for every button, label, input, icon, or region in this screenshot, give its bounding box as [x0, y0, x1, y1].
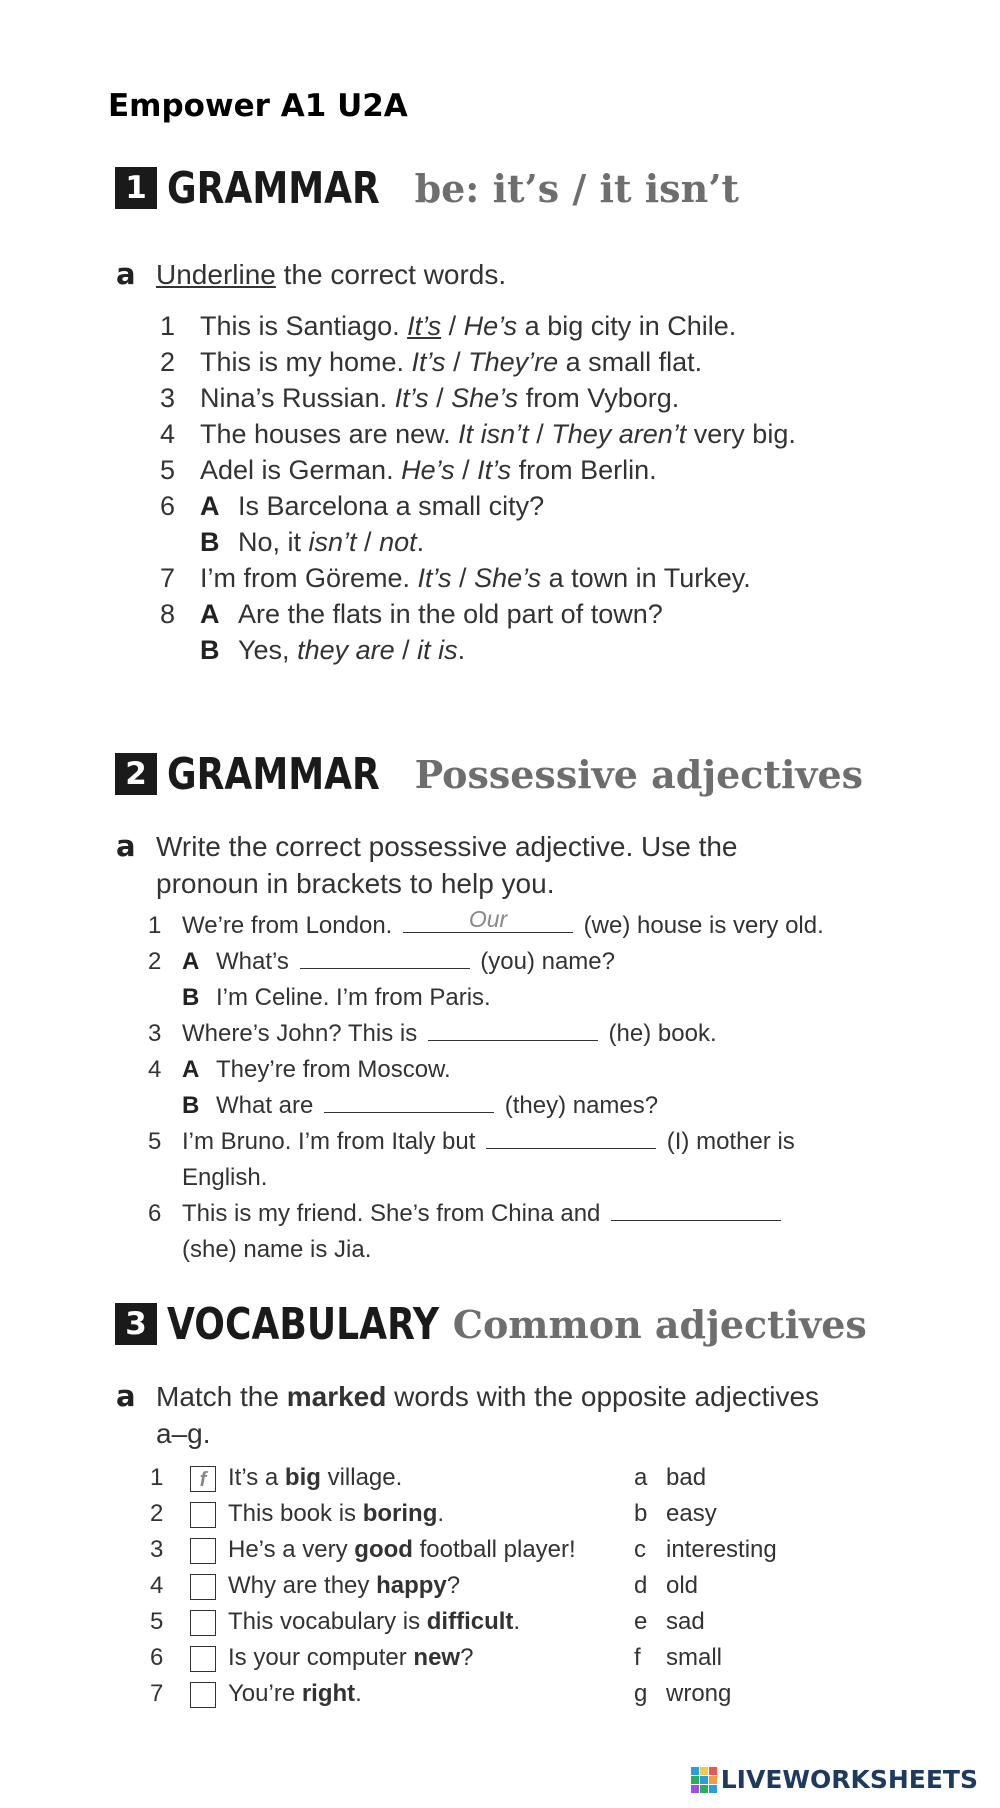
section-title: VOCABULARY [167, 1298, 440, 1350]
item-text: English. [182, 1164, 268, 1191]
choice-option-2[interactable]: It’s [477, 455, 512, 485]
list-item [160, 632, 796, 668]
item-text: Are the flats in the old part of town? [238, 599, 663, 629]
option-word: easy [666, 1500, 717, 1527]
item-text: The houses are new. [200, 419, 459, 449]
instruction-line-2: a–g. [156, 1418, 211, 1449]
item-number: 6 [150, 1644, 164, 1671]
instruction-line-1: Write the correct possessive adjective. Use the [156, 831, 738, 862]
marked-word: new [413, 1644, 461, 1671]
section-3-items [150, 1460, 576, 1712]
item-text: a big city in Chile. [517, 311, 737, 341]
list-item [148, 908, 824, 944]
instruction-text: Match the [156, 1381, 287, 1412]
item-text: What are [216, 1092, 321, 1119]
instruction-text: words with the opposite adjectives [386, 1381, 820, 1412]
item-text: Yes, [238, 635, 298, 665]
marked-word: happy [376, 1572, 447, 1599]
section-number-badge: 3 [115, 1303, 157, 1345]
option-letter: a [634, 1464, 648, 1491]
list-item [150, 1460, 576, 1496]
choice-option-1[interactable]: It’s [407, 311, 442, 341]
choice-option-2[interactable]: it is [417, 635, 458, 665]
list-item [150, 1676, 576, 1712]
marked-word: difficult [426, 1608, 514, 1635]
answer-blank[interactable] [611, 1198, 781, 1221]
section-2-items [148, 908, 824, 1268]
choice-option-2[interactable]: They aren’t [551, 419, 687, 449]
choice-option-2[interactable]: She’s [451, 383, 519, 413]
answer-box[interactable] [190, 1538, 216, 1564]
item-text: a small flat. [558, 347, 703, 377]
option-letter: f [634, 1644, 641, 1671]
option-letter: b [634, 1500, 648, 1527]
item-text: No, it [238, 527, 309, 557]
item-text: from Vyborg. [518, 383, 680, 413]
answer-blank[interactable] [428, 1018, 598, 1041]
item-text: . [355, 1680, 362, 1707]
section-title: GRAMMAR [167, 162, 380, 214]
instruction-bold-word: marked [286, 1381, 387, 1412]
logo-text: LIVEWORKSHEETS [720, 1765, 978, 1794]
section-1-heading [115, 162, 739, 214]
list-item [160, 560, 796, 596]
option-word: small [666, 1644, 723, 1671]
option-item [634, 1676, 777, 1712]
choice-separator: / [394, 635, 418, 665]
logo-grid-icon [691, 1767, 717, 1793]
item-number: 4 [150, 1572, 164, 1599]
section-subtitle: be: it’s / it isn’t [414, 165, 739, 211]
option-letter: d [634, 1572, 648, 1599]
item-text: This vocabulary is [228, 1608, 427, 1635]
item-text: This is my home. [200, 347, 412, 377]
marked-word: right [301, 1680, 356, 1707]
item-text: . [457, 635, 466, 665]
choice-option-1[interactable]: He’s [401, 455, 455, 485]
speaker-label: B [182, 984, 200, 1011]
list-item [148, 980, 824, 1016]
marked-word: big [284, 1464, 321, 1491]
choice-option-1[interactable]: isn’t [308, 527, 357, 557]
section-2-instruction [116, 828, 738, 902]
item-number: 1 [148, 912, 162, 939]
list-item [148, 1052, 824, 1088]
item-text: Why are they [228, 1572, 377, 1599]
answer-box[interactable] [190, 1682, 216, 1708]
speaker-label: B [200, 527, 220, 557]
option-letter: g [634, 1680, 648, 1707]
item-text: ? [460, 1644, 474, 1671]
item-text: You’re [228, 1680, 302, 1707]
choice-separator: / [441, 311, 464, 341]
choice-option-2[interactable]: They’re [468, 347, 559, 377]
list-item [148, 1160, 824, 1196]
item-number: 3 [148, 1020, 162, 1047]
list-item [160, 344, 796, 380]
list-item [160, 380, 796, 416]
item-number: 5 [150, 1608, 164, 1635]
item-text: . [416, 527, 425, 557]
section-2-heading [115, 748, 863, 800]
item-text: village. [320, 1464, 403, 1491]
option-word: old [666, 1572, 699, 1599]
item-text: (I) mother is [660, 1128, 795, 1155]
list-item [148, 1196, 824, 1232]
document-title: Empower A1 U2A [108, 88, 408, 124]
choice-separator: / [451, 563, 475, 593]
item-number: 5 [148, 1128, 162, 1155]
marked-word: boring [362, 1500, 438, 1527]
answer-box[interactable] [190, 1646, 216, 1672]
section-number-badge: 2 [115, 753, 157, 795]
list-item [150, 1496, 576, 1532]
option-letter: e [634, 1608, 648, 1635]
answer-blank[interactable] [486, 1126, 656, 1149]
option-item [634, 1640, 777, 1676]
option-item [634, 1568, 777, 1604]
item-text: very big. [686, 419, 796, 449]
section-subtitle: Common adjectives [452, 1301, 867, 1347]
answer-box[interactable] [190, 1574, 216, 1600]
item-text: Adel is German. [200, 455, 402, 485]
list-item [160, 308, 796, 344]
choice-separator: / [528, 419, 552, 449]
speaker-label: A [200, 491, 220, 521]
instruction-line-2: pronoun in brackets to help you. [156, 868, 555, 899]
section-3-instruction [116, 1378, 819, 1452]
list-item [148, 1232, 824, 1268]
item-text: a town in Turkey. [541, 563, 751, 593]
item-number: 3 [160, 383, 176, 413]
item-text: I’m Bruno. I’m from Italy but [182, 1128, 483, 1155]
choice-option-1[interactable]: It’s [411, 347, 446, 377]
item-text: . [513, 1608, 521, 1635]
option-item [634, 1604, 777, 1640]
item-text: Nina’s Russian. [200, 383, 395, 413]
item-number: 2 [148, 948, 162, 975]
answer-blank[interactable] [403, 906, 573, 933]
item-text: from Berlin. [511, 455, 657, 485]
item-text: We’re from London. [182, 912, 399, 939]
answer-box[interactable] [190, 1502, 216, 1528]
choice-option-1[interactable]: It’s [394, 383, 429, 413]
option-word: sad [666, 1608, 705, 1635]
list-item [150, 1604, 576, 1640]
item-number: 4 [148, 1056, 162, 1083]
item-number: 6 [160, 491, 176, 521]
item-text: (you) name? [473, 948, 615, 975]
item-text: This is Santiago. [200, 311, 408, 341]
option-item [634, 1496, 777, 1532]
section-1-items [160, 308, 796, 668]
item-text: They’re from Moscow. [216, 1056, 451, 1083]
list-item [160, 452, 796, 488]
choice-option-2[interactable]: She’s [474, 563, 542, 593]
list-item [150, 1532, 576, 1568]
answer-box[interactable]: f [190, 1466, 216, 1492]
choice-option-2[interactable]: He’s [463, 311, 518, 341]
item-text: What’s [216, 948, 296, 975]
item-number: 4 [160, 419, 176, 449]
list-item [148, 1016, 824, 1052]
item-text: It’s a [228, 1464, 285, 1491]
liveworksheets-logo [691, 1765, 978, 1794]
choice-separator: / [454, 455, 478, 485]
item-text: (they) names? [498, 1092, 659, 1119]
section-number-badge: 1 [115, 167, 157, 209]
item-text: This book is [228, 1500, 363, 1527]
item-text: He’s a very [228, 1536, 355, 1563]
option-word: wrong [666, 1680, 732, 1707]
item-number: 1 [160, 311, 176, 341]
speaker-label: A [200, 599, 220, 629]
list-item [150, 1640, 576, 1676]
list-item [160, 416, 796, 452]
option-item [634, 1460, 777, 1496]
item-text: ? [446, 1572, 461, 1599]
speaker-label: A [182, 948, 200, 975]
item-text: (she) name is Jia. [182, 1236, 372, 1263]
speaker-label: A [182, 1056, 200, 1083]
list-item [160, 596, 796, 632]
item-text: Is Barcelona a small city? [238, 491, 545, 521]
answer-blank[interactable] [300, 946, 470, 969]
list-item [148, 944, 824, 980]
section-1-instruction [116, 256, 506, 293]
item-text: (we) house is very old. [577, 912, 824, 939]
section-title: GRAMMAR [167, 748, 380, 800]
item-number: 7 [160, 563, 176, 593]
list-item [160, 488, 796, 524]
item-text: Is your computer [228, 1644, 414, 1671]
option-item [634, 1532, 777, 1568]
item-number: 3 [150, 1536, 164, 1563]
choice-option-1[interactable]: they are [297, 635, 395, 665]
item-text: I’m Celine. I’m from Paris. [216, 984, 491, 1011]
item-number: 1 [150, 1464, 164, 1491]
speaker-label: B [200, 635, 220, 665]
section-3-heading [115, 1298, 867, 1350]
list-item [150, 1568, 576, 1604]
answer-text: Our [468, 906, 508, 932]
item-text: . [437, 1500, 445, 1527]
option-word: bad [666, 1464, 707, 1491]
speaker-label: B [182, 1092, 200, 1119]
item-text: Where’s John? This is [182, 1020, 424, 1047]
answer-blank[interactable] [324, 1090, 494, 1113]
answer-box[interactable] [190, 1610, 216, 1636]
item-number: 2 [160, 347, 176, 377]
choice-separator: / [445, 347, 469, 377]
list-item [160, 524, 796, 560]
choice-option-1[interactable]: It isn’t [458, 419, 529, 449]
exercise-label: a [116, 1379, 136, 1413]
instruction-underlined-word: Underline [156, 259, 276, 290]
exercise-label: a [116, 829, 136, 863]
choice-separator: / [428, 383, 452, 413]
item-text: football player! [412, 1536, 576, 1563]
section-3-options [634, 1460, 777, 1712]
instruction-text: the correct words. [275, 259, 507, 290]
item-number: 2 [150, 1500, 164, 1527]
choice-option-1[interactable]: It’s [417, 563, 452, 593]
item-text: This is my friend. She’s from China and [182, 1200, 608, 1227]
item-number: 6 [148, 1200, 162, 1227]
item-number: 5 [160, 455, 176, 485]
item-number: 8 [160, 599, 176, 629]
item-text: I’m from Göreme. [200, 563, 418, 593]
list-item [148, 1124, 824, 1160]
marked-word: good [354, 1536, 413, 1563]
exercise-label: a [116, 257, 136, 291]
choice-separator: / [356, 527, 380, 557]
section-subtitle: Possessive adjectives [414, 751, 864, 797]
item-text: (he) book. [601, 1020, 717, 1047]
option-word: interesting [666, 1536, 777, 1563]
item-number: 7 [150, 1680, 164, 1707]
choice-option-2[interactable]: not [379, 527, 417, 557]
option-letter: c [634, 1536, 646, 1563]
list-item [148, 1088, 824, 1124]
